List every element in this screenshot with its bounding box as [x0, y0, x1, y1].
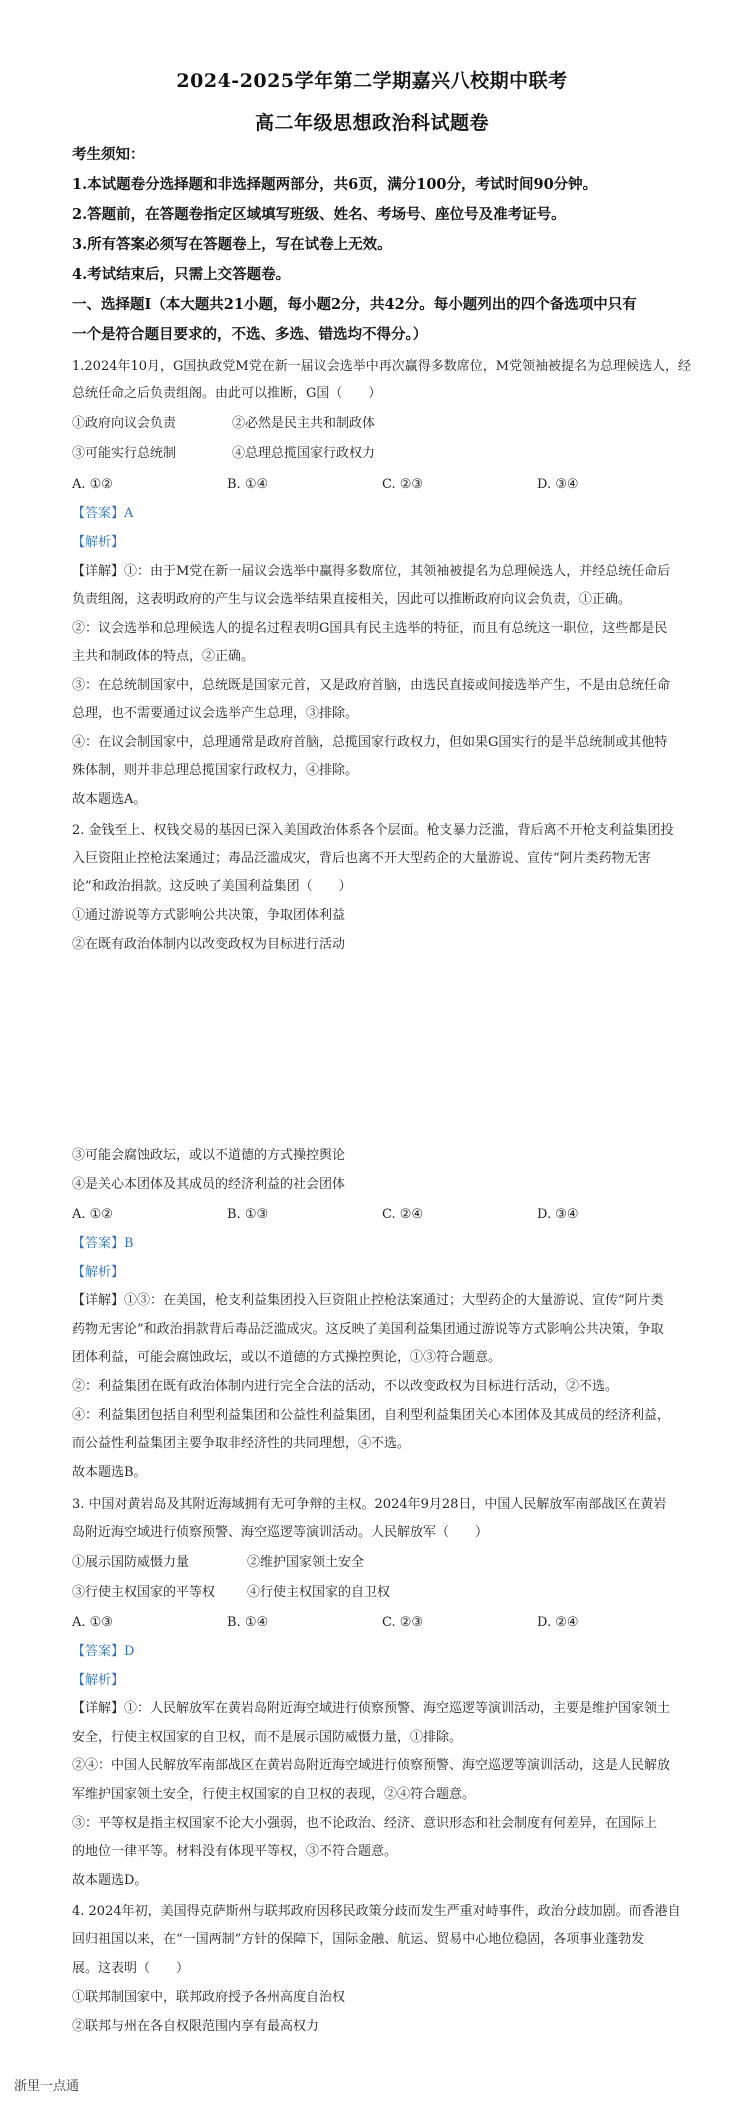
q2-choice: C. ②④	[382, 1207, 424, 1222]
q2-detail: 故本题选B。	[72, 1465, 147, 1480]
q3-detail: 安全，行使主权国家的自卫权，而不是展示国防威慑力量，①排除。	[72, 1730, 463, 1745]
q1-detail: 殊体制，则并非总理总揽国家行政权力，④排除。	[72, 763, 359, 778]
q1-detail: 负责组阁，这表明政府的产生与议会选举结果直接相关，因此可以推断政府向议会负责，①正确。	[72, 592, 632, 607]
q2-stem: 入巨资阻止控枪法案通过；毒品泛滥成灾，背后也离不开大型药企的大量游说、宣传“阿片类药物无害	[72, 851, 651, 866]
q2-detail: ②：利益集团在既有政治体制内进行完全合法的活动，不以改变政权为目标进行活动，②不选。	[72, 1379, 619, 1394]
notice-item: 4.考试结束后，只需上交答题卷。	[72, 266, 291, 283]
q3-answer: 【答案】D	[72, 1644, 135, 1659]
q2-choice: D. ③④	[537, 1207, 579, 1222]
q1-analysis-label: 【解析】	[72, 535, 125, 550]
section-heading: 一个是符合题目要求的，不选、多选、错选均不得分。）	[72, 326, 428, 343]
q2-option: ④是关心本团体及其成员的经济利益的社会团体	[72, 1177, 346, 1192]
q3-choice: B. ①④	[227, 1615, 269, 1630]
q1-option: ④总理总揽国家行政权力	[232, 446, 376, 461]
q2-answer: 【答案】B	[72, 1236, 134, 1251]
q1-choice: D. ③④	[537, 477, 579, 492]
section-heading: 一、选择题Ⅰ（本大题共21小题，每小题2分，共42分。每小题列出的四个备选项中只有	[72, 296, 637, 313]
q1-detail: ③：在总统制国家中，总统既是国家元首，又是政府首脑，由选民直接或间接选举产生，不是由总统任命	[72, 678, 671, 693]
exam-subtitle: 高二年级思想政治科试题卷	[254, 112, 489, 134]
q2-stem: 2. 金钱至上、权钱交易的基因已深入美国政治体系各个层面。枪支暴力泛滥，背后离不开枪支利益集团投	[72, 823, 674, 838]
q2-choice: B. ①③	[227, 1207, 269, 1222]
q3-option: ④行使主权国家的自卫权	[247, 1585, 391, 1600]
q3-option: ①展示国防威慑力量	[72, 1555, 190, 1570]
q2-detail: 而公益性利益集团主要争取非经济性的共同理想，④不选。	[72, 1436, 411, 1451]
q3-choice: C. ②③	[382, 1615, 424, 1630]
q1-detail: 总理，也不需要通过议会选举产生总理，③排除。	[72, 706, 359, 721]
q1-option: ②必然是民主共和制政体	[232, 416, 376, 431]
q3-option: ③行使主权国家的平等权	[72, 1585, 216, 1600]
q3-detail: 军维护国家领土安全，行使主权国家的自卫权的表现，②④符合题意。	[72, 1787, 476, 1802]
q1-stem: 1.2024年10月，G国执政党M党在新一届议会选举中再次赢得多数席位，M党领袖被提名为总理候选人，经	[72, 359, 692, 374]
q2-detail: 药物无害论”和政治捐款背后毒品泛滥成灾。这反映了美国利益集团通过游说等方式影响公共决策，争取	[72, 1322, 664, 1337]
exam-title: 2024-2025学年第二学期嘉兴八校期中联考	[176, 70, 568, 92]
q1-option: ③可能实行总统制	[72, 446, 177, 461]
q1-detail: 主共和制政体的特点，②正确。	[72, 649, 255, 664]
q3-stem: 岛附近海空域进行侦察预警、海空巡逻等演训活动。人民解放军（ ）	[72, 1525, 489, 1540]
footer-watermark: 浙里一点通	[14, 2079, 80, 2094]
q1-answer: 【答案】A	[72, 506, 134, 521]
q3-choice: A. ①③	[72, 1615, 113, 1630]
q1-option: ①政府向议会负责	[72, 416, 177, 431]
notice-item: 1.本试题卷分选择题和非选择题两部分，共6页，满分100分，考试时间90分钟。	[72, 176, 598, 193]
q1-choice: C. ②③	[382, 477, 424, 492]
q4-stem: 展。这表明（ ）	[72, 1961, 190, 1976]
q1-stem: 总统任命之后负责组阁。由此可以推断，G国（ ）	[72, 386, 382, 401]
q1-detail: 【详解】①：由于M党在新一届议会选举中赢得多数席位，其领袖被提名为总理候选人，并经总统任命后	[72, 564, 671, 579]
q1-choice: B. ①④	[227, 477, 269, 492]
q3-detail: ③：平等权是指主权国家不论大小强弱，也不论政治、经济、意识形态和社会制度有何差异，在国际上	[72, 1816, 658, 1831]
q1-detail: ④：在议会制国家中，总理通常是政府首脑，总揽国家行政权力，但如果G国实行的是半总统制或其他特	[72, 735, 668, 750]
q4-option: ①联邦制国家中，联邦政府授予各州高度自治权	[72, 1990, 346, 2005]
q4-stem: 回归祖国以来，在“一国两制”方针的保障下，国际金融、航运、贸易中心地位稳固，各项事业蓬勃发	[72, 1932, 645, 1947]
q2-option: ③可能会腐蚀政坛，或以不道德的方式操控舆论	[72, 1148, 346, 1163]
q3-stem: 3. 中国对黄岩岛及其附近海域拥有无可争辩的主权。2024年9月28日，中国人民解放军南部战区在黄岩	[72, 1497, 667, 1512]
q3-detail: 【详解】①：人民解放军在黄岩岛附近海空域进行侦察预警、海空巡逻等演训活动，主要是维护国家领土	[72, 1701, 671, 1716]
q3-option: ②维护国家领土安全	[247, 1555, 365, 1570]
q2-detail: 【详解】①③：在美国，枪支利益集团投入巨资阻止控枪法案通过；大型药企的大量游说、宣传“阿片类	[72, 1293, 664, 1308]
q2-option: ②在既有政治体制内以改变政权为目标进行活动	[72, 937, 346, 952]
q4-stem: 4. 2024年初，美国得克萨斯州与联邦政府因移民政策分歧而发生严重对峙事件，政治分歧加剧。而香港自	[72, 1904, 681, 1919]
q3-analysis-label: 【解析】	[72, 1673, 125, 1688]
q1-choice: A. ①②	[72, 477, 113, 492]
q1-detail: ②：议会选举和总理候选人的提名过程表明G国具有民主选举的特征，而且有总统这一职位，这些都是民	[72, 621, 668, 636]
q2-detail: ④：利益集团包括自利型利益集团和公益性利益集团，自利型利益集团关心本团体及其成员的经济利益，	[72, 1408, 671, 1423]
notice-item: 2.答题前，在答题卷指定区域填写班级、姓名、考场号、座位号及准考证号。	[72, 206, 566, 223]
q2-detail: 团体利益，可能会腐蚀政坛，或以不道德的方式操控舆论，①③符合题意。	[72, 1350, 502, 1365]
q2-option: ①通过游说等方式影响公共决策，争取团体利益	[72, 908, 346, 923]
q3-choice: D. ②④	[537, 1615, 579, 1630]
q3-detail: 的地位一律平等。材料没有体现平等权，③不符合题意。	[72, 1844, 398, 1859]
q3-detail: 故本题选D。	[72, 1873, 148, 1888]
q3-detail: ②④：中国人民解放军南部战区在黄岩岛附近海空域进行侦察预警、海空巡逻等演训活动，这是人民解放	[72, 1758, 671, 1773]
q1-detail: 故本题选A。	[72, 792, 147, 807]
notice-item: 3.所有答案必须写在答题卷上，写在试卷上无效。	[72, 236, 392, 253]
q2-stem: 论”和政治捐款。这反映了美国利益集团（ ）	[72, 879, 352, 894]
q2-analysis-label: 【解析】	[72, 1265, 125, 1280]
q2-choice: A. ①②	[72, 1207, 113, 1222]
q4-option: ②联邦与州在各自权限范围内享有最高权力	[72, 2019, 320, 2034]
notice-heading: 考生须知：	[72, 146, 145, 163]
